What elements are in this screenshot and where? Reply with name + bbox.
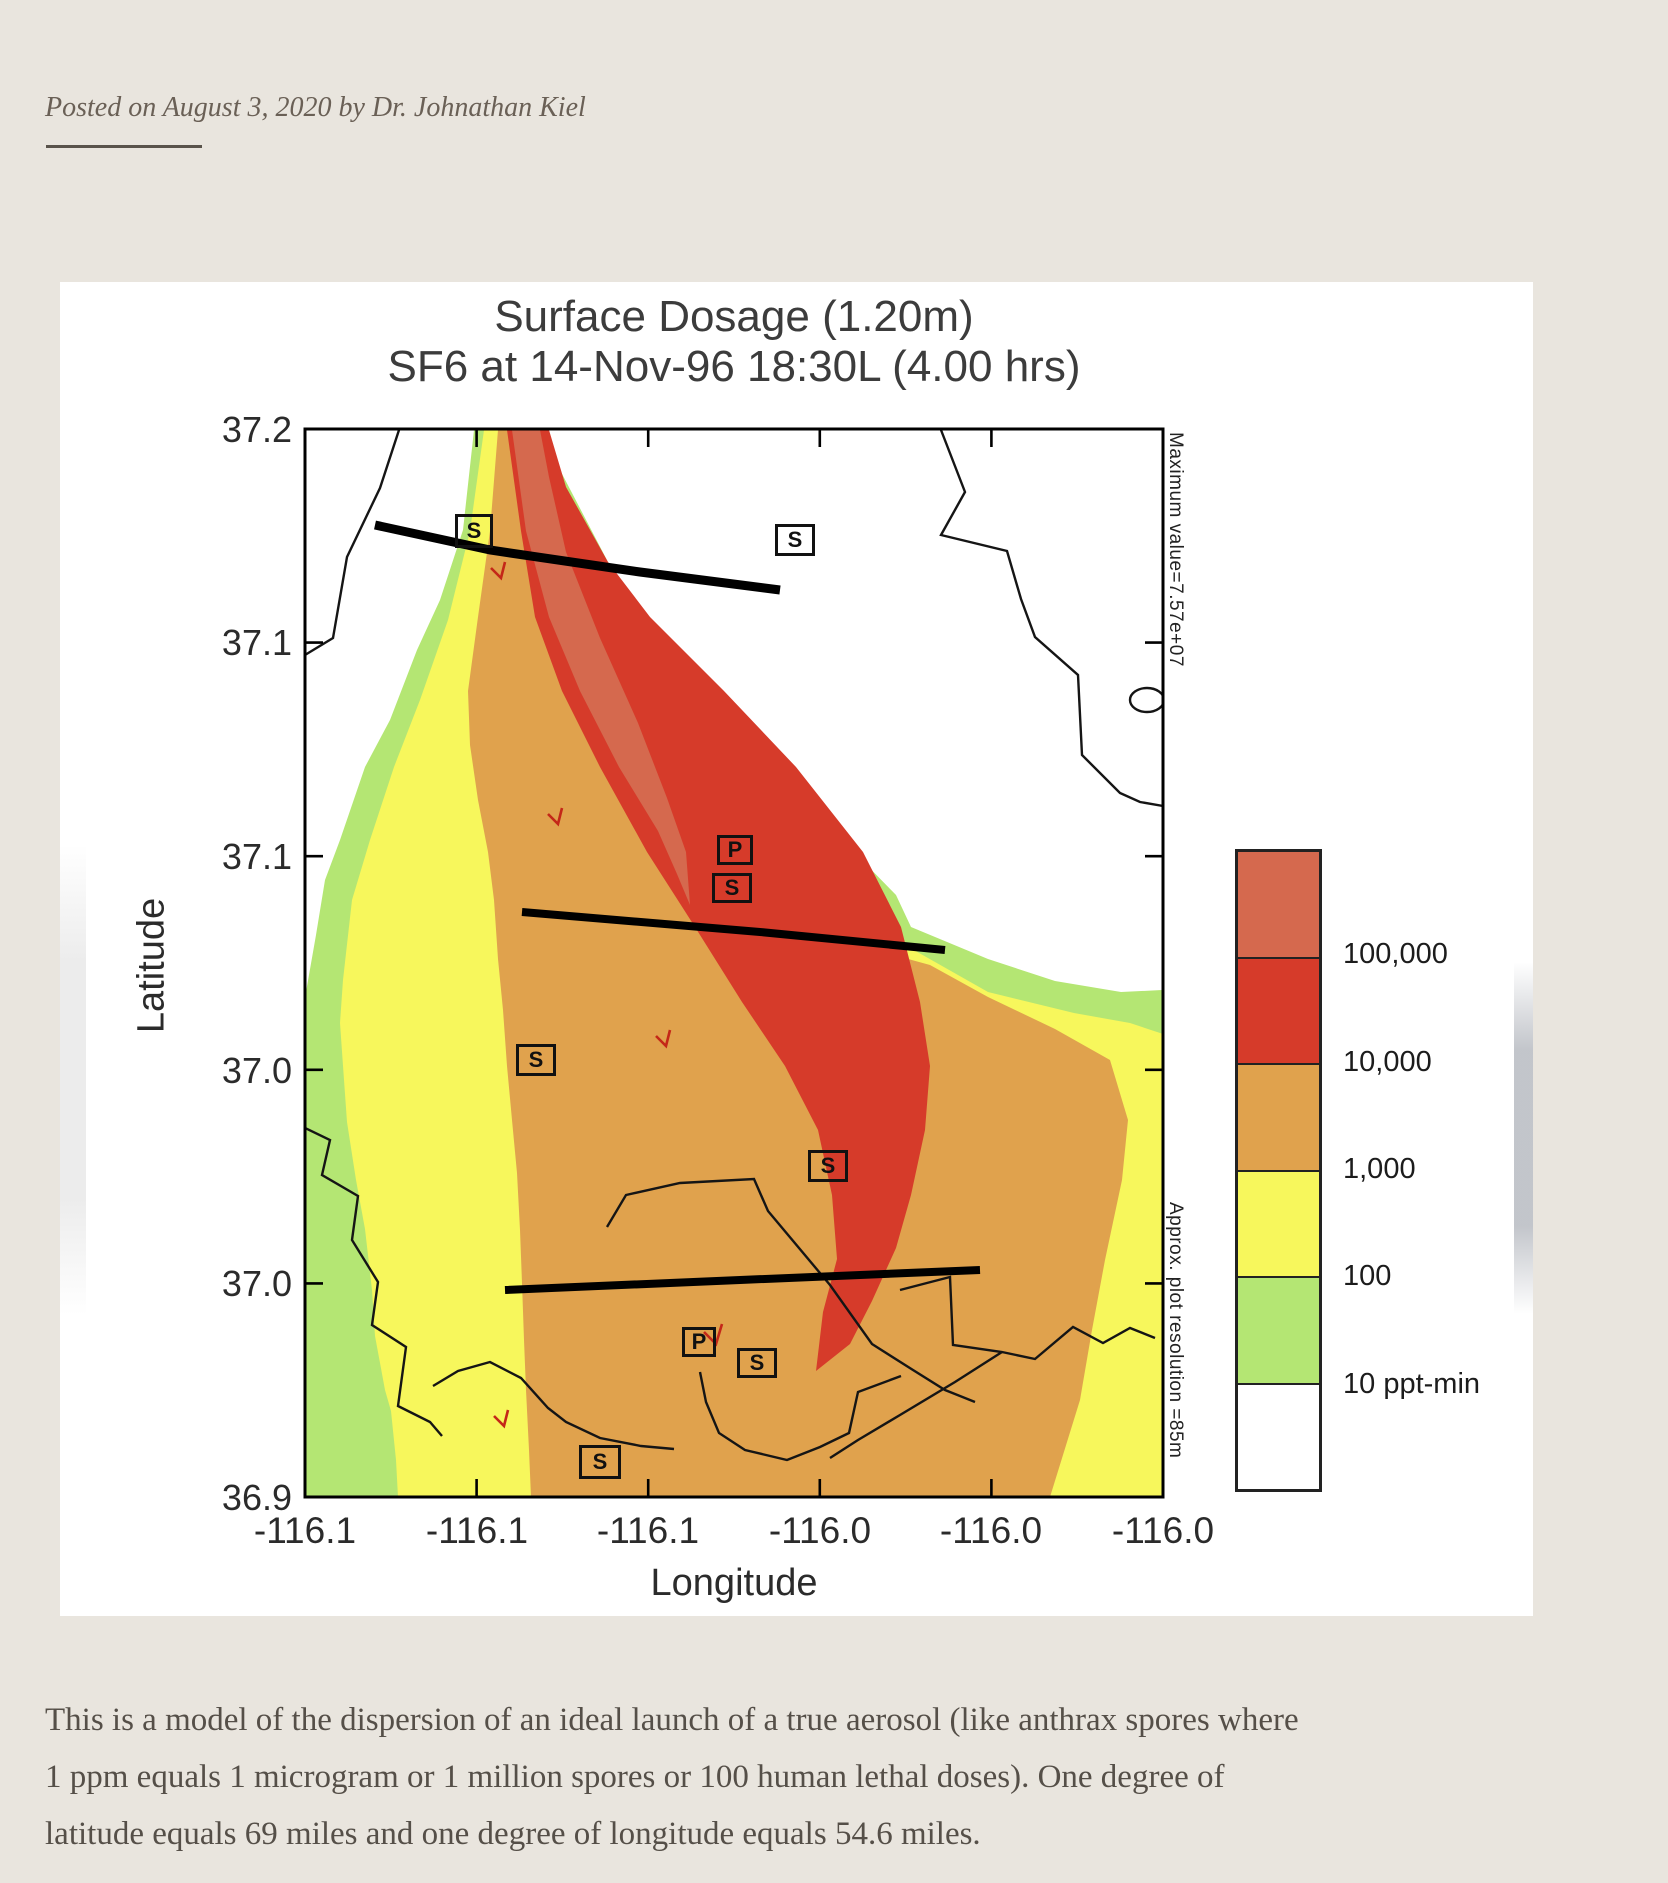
site-marker-s — [808, 1150, 848, 1182]
x-tick-label: -116.0 — [939, 1510, 1043, 1551]
site-marker-label: S — [466, 518, 482, 543]
y-tick-label: 37.0 — [221, 1263, 292, 1304]
legend-label: 10 ppt-min — [1343, 1368, 1481, 1400]
x-tick-label: -116.0 — [768, 1510, 872, 1551]
plot-resolution-note: Approx. plot resolution =85m — [1165, 1202, 1186, 1459]
legend-swatch-below10 — [1238, 1383, 1319, 1490]
legend-swatch-100 — [1238, 1170, 1319, 1277]
post-meta-line: Posted on August 3, 2020 by Dr. Johnathan Kiel — [45, 92, 586, 123]
site-marker-label: S — [592, 1449, 608, 1474]
y-tick-label: 37.0 — [221, 1050, 292, 1091]
site-marker-label: S — [749, 1350, 765, 1375]
body-line: 1 ppm equals 1 microgram or 1 million spores or 100 human lethal doses). One degree of — [45, 1759, 1225, 1795]
chart-subtitle: SF6 at 14-Nov-96 18:30L (4.00 hrs) — [387, 342, 1081, 391]
site-marker-s — [712, 873, 752, 903]
site-marker-s — [455, 514, 493, 548]
legend-label: 10,000 — [1343, 1046, 1432, 1078]
legend-swatch-10 — [1238, 1276, 1319, 1383]
body-line: latitude equals 69 miles and one degree of longitude equals 54.6 miles. — [45, 1816, 981, 1852]
site-marker-label: P — [727, 837, 743, 862]
site-marker-p — [682, 1327, 716, 1357]
y-tick-label: 37.1 — [221, 622, 292, 663]
body-paragraph — [45, 1692, 1299, 1863]
site-marker-label: S — [528, 1047, 544, 1072]
chart-title: Surface Dosage (1.20m) — [494, 292, 974, 341]
site-marker-s — [737, 1348, 777, 1378]
legend-label: 100 — [1343, 1260, 1392, 1292]
site-marker-label: S — [724, 875, 740, 900]
legend-swatch-100000 — [1238, 852, 1319, 957]
body-line: This is a model of the dispersion of an ideal launch of a true aerosol (like anthrax spores where — [45, 1702, 1299, 1738]
legend-label: 1,000 — [1343, 1153, 1416, 1185]
y-tick-label: 37.1 — [221, 836, 292, 877]
legend-label: 100,000 — [1343, 938, 1448, 970]
dosage-legend — [1235, 849, 1322, 1492]
legend-swatch-1000 — [1238, 1063, 1319, 1170]
site-marker-s — [516, 1044, 556, 1076]
site-marker-p — [717, 835, 753, 865]
x-tick-label: -116.1 — [596, 1510, 700, 1551]
site-marker-label: S — [820, 1153, 836, 1178]
y-tick-label: 37.2 — [221, 409, 292, 450]
site-marker-s — [579, 1445, 621, 1479]
y-axis-title: Latitude — [130, 897, 173, 1034]
site-marker-label: P — [691, 1329, 707, 1354]
x-axis-title: Longitude — [650, 1562, 818, 1604]
x-tick-label: -116.0 — [1111, 1510, 1215, 1551]
x-tick-label: -116.1 — [425, 1510, 529, 1551]
max-value-note: Maximum value=7.57e+07 — [1165, 432, 1186, 667]
legend-swatch-10000 — [1238, 957, 1319, 1064]
x-tick-label: -116.1 — [253, 1510, 357, 1551]
site-marker-s — [775, 524, 815, 556]
y-tick-label: 36.9 — [221, 1477, 292, 1518]
site-marker-label: S — [787, 527, 803, 552]
